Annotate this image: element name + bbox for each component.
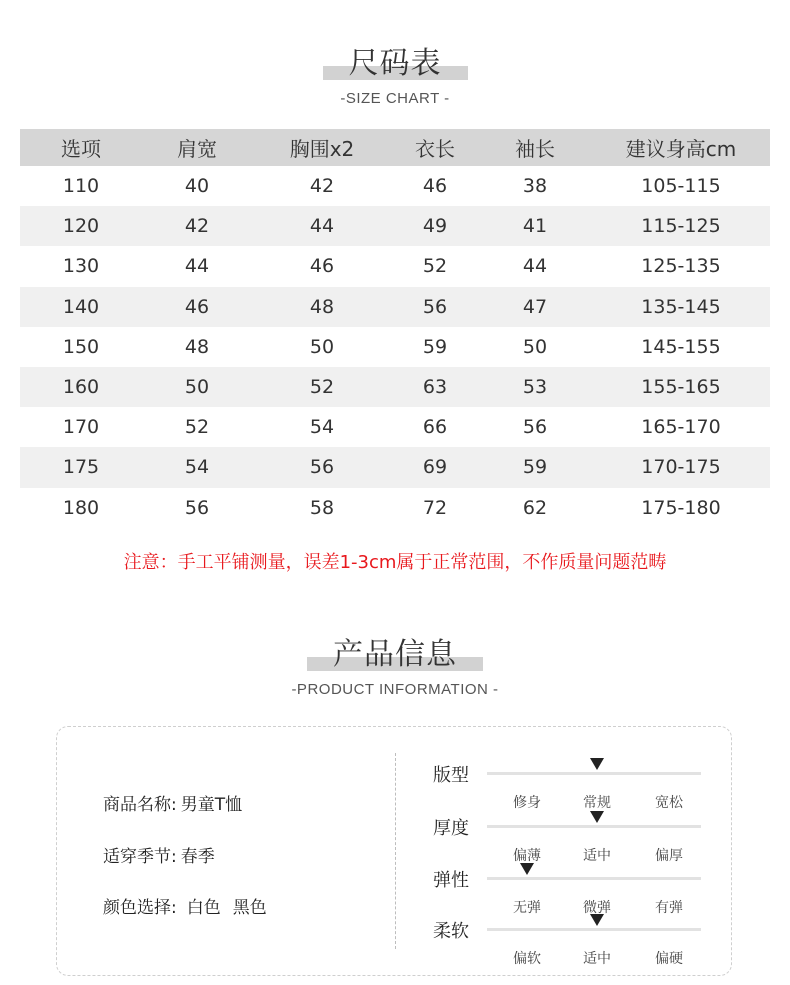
table-cell: 120: [62, 215, 100, 238]
table-cell: 66: [422, 416, 448, 439]
table-cell: 115-125: [641, 215, 721, 238]
attribute-option: 偏硬: [655, 951, 683, 967]
product-name-value: 男童T恤: [180, 795, 243, 815]
table-cell: 72: [422, 496, 448, 519]
table-cell: 44: [184, 255, 210, 278]
table-cell: 54: [309, 416, 335, 439]
table-cell: 69: [422, 456, 448, 479]
attribute-scale: [433, 866, 703, 918]
table-cell: 49: [422, 215, 448, 238]
table-cell: 135-145: [641, 295, 721, 318]
table-cell: 50: [184, 376, 210, 399]
attribute-label: 弹性: [433, 870, 469, 891]
table-row: [20, 327, 770, 367]
size-chart-subtitle: -SIZE CHART -: [340, 90, 450, 107]
product-info-subtitle: -PRODUCT INFORMATION -: [291, 681, 499, 698]
column-header: 选项: [61, 137, 101, 161]
product-info-box: [56, 726, 732, 976]
table-cell: 125-135: [641, 255, 721, 278]
table-cell: 170: [62, 416, 100, 439]
season-value: 春季: [180, 847, 215, 867]
selected-marker-icon: [520, 863, 534, 875]
selected-marker-icon: [590, 914, 604, 926]
attribute-option: 无弹: [513, 900, 541, 916]
attribute-track: [487, 772, 701, 811]
table-cell: 160: [62, 376, 100, 399]
table-cell: 42: [184, 215, 210, 238]
column-header: 肩宽: [177, 137, 217, 161]
table-cell: 38: [522, 175, 548, 198]
table-cell: 53: [522, 376, 548, 399]
table-cell: 56: [422, 295, 448, 318]
table-row: [20, 367, 770, 407]
table-cell: 56: [309, 456, 335, 479]
season-label: 适穿季节:: [103, 847, 177, 867]
table-cell: 58: [309, 496, 335, 519]
table-cell: 50: [309, 335, 335, 358]
table-cell: 63: [422, 376, 448, 399]
table-cell: 48: [184, 335, 210, 358]
table-cell: 175-180: [641, 496, 721, 519]
product-name-line: [103, 790, 242, 815]
table-cell: 52: [422, 255, 448, 278]
table-cell: 44: [522, 255, 548, 278]
table-body: [20, 166, 770, 528]
attribute-option: 偏薄: [513, 848, 541, 864]
column-header: 胸围x2: [289, 137, 355, 161]
attribute-option: 宽松: [655, 795, 683, 811]
table-row: [20, 488, 770, 528]
table-cell: 41: [522, 215, 548, 238]
table-cell: 130: [62, 255, 100, 278]
table-row: [20, 246, 770, 286]
attribute-label: 版型: [433, 765, 469, 786]
table-cell: 140: [62, 295, 100, 318]
table-cell: 150: [62, 335, 100, 358]
table-cell: 42: [309, 175, 335, 198]
table-row: [20, 206, 770, 246]
column-header: 衣长: [415, 137, 455, 161]
attribute-option: 常规: [583, 795, 611, 811]
size-chart-title: 尺码表: [348, 46, 442, 81]
attribute-track: [487, 825, 701, 864]
attribute-option: 修身: [513, 795, 541, 811]
attribute-option: 适中: [583, 951, 611, 967]
column-header: 袖长: [515, 137, 555, 161]
table-cell: 105-115: [641, 175, 721, 198]
table-cell: 110: [62, 175, 100, 198]
table-cell: 180: [62, 496, 100, 519]
table-cell: 52: [184, 416, 210, 439]
table-cell: 59: [422, 335, 448, 358]
table-cell: 46: [422, 175, 448, 198]
table-cell: 54: [184, 456, 210, 479]
attribute-option: 有弹: [655, 900, 683, 916]
table-cell: 46: [184, 295, 210, 318]
attribute-option: 适中: [583, 848, 611, 864]
table-cell: 145-155: [641, 335, 721, 358]
table-row: [20, 287, 770, 327]
product-info-header: [0, 637, 790, 698]
attribute-track: [487, 877, 701, 916]
table-cell: 175: [62, 456, 100, 479]
table-cell: 56: [522, 416, 548, 439]
color-line: [103, 893, 267, 918]
selected-marker-icon: [590, 758, 604, 770]
table-cell: 155-165: [641, 376, 721, 399]
table-cell: 62: [522, 496, 548, 519]
table-row: [20, 447, 770, 487]
vertical-divider: [395, 753, 396, 949]
table-cell: 46: [309, 255, 335, 278]
color-option: 黑色: [232, 898, 267, 918]
table-cell: 50: [522, 335, 548, 358]
attribute-label: 厚度: [433, 818, 469, 839]
table-cell: 170-175: [641, 456, 721, 479]
size-table: [20, 129, 770, 528]
attribute-label: 柔软: [433, 921, 469, 942]
column-header: 建议身高cm: [625, 137, 737, 161]
table-row: [20, 166, 770, 206]
table-cell: 44: [309, 215, 335, 238]
product-name-label: 商品名称:: [103, 795, 177, 815]
size-chart-header: [0, 46, 790, 107]
table-cell: 59: [522, 456, 548, 479]
table-cell: 165-170: [641, 416, 721, 439]
table-cell: 56: [184, 496, 210, 519]
attribute-scale: [433, 917, 703, 969]
color-label: 颜色选择:: [103, 898, 177, 918]
attribute-scale: [433, 814, 703, 866]
season-line: [103, 842, 215, 867]
table-cell: 48: [309, 295, 335, 318]
table-cell: 47: [522, 295, 548, 318]
table-header-row: [20, 129, 770, 166]
color-option: 白色: [186, 898, 221, 918]
measurement-note: 注意：手工平铺测量，误差1-3cm属于正常范围，不作质量问题范畴: [123, 552, 667, 573]
selected-marker-icon: [590, 811, 604, 823]
attribute-option: 微弹: [583, 900, 611, 916]
attribute-track: [487, 928, 701, 967]
product-info-title: 产品信息: [333, 637, 457, 672]
attribute-option: 偏软: [513, 951, 541, 967]
attribute-option: 偏厚: [655, 848, 683, 864]
attribute-scale: [433, 761, 703, 813]
table-cell: 52: [309, 376, 335, 399]
table-row: [20, 407, 770, 447]
table-cell: 40: [184, 175, 210, 198]
